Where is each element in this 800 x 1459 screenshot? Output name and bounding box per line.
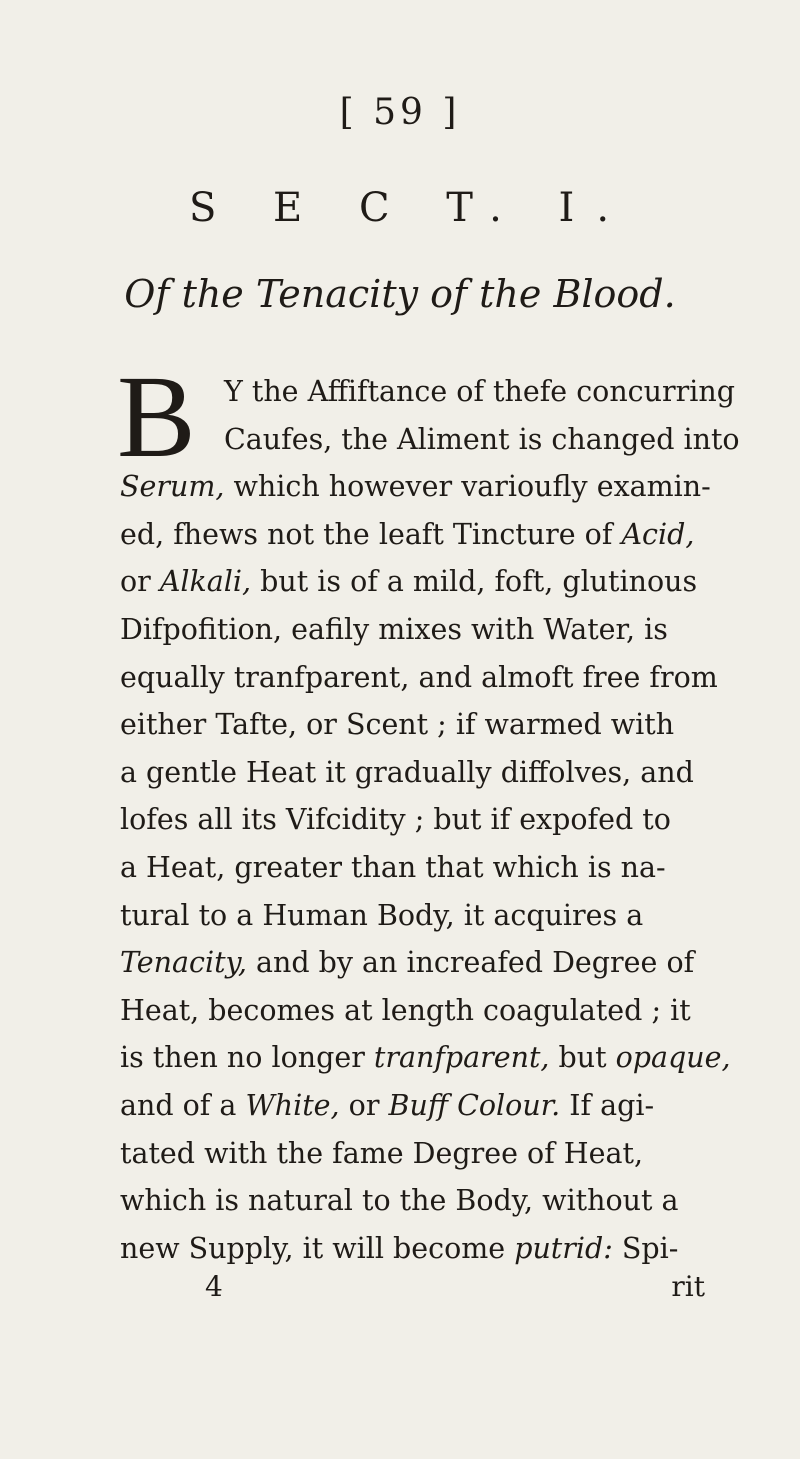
text-line: ed, fhews not the leaft Tincture of Acid,: [120, 517, 695, 551]
text-line: Heat, becomes at length coagulated ; it: [120, 993, 691, 1027]
text-line: and of a White, or Buff Colour. If agi-: [120, 1088, 655, 1122]
catchword: rit: [671, 1270, 705, 1303]
text-line: Tenacity, and by an increafed Degree of: [120, 946, 695, 980]
text-line: is then no longer tranfparent, but opaque,: [120, 1041, 731, 1075]
text-line: tural to a Human Body, it acquires a: [120, 898, 644, 932]
section-heading: S E C T. I.: [188, 185, 632, 231]
text-line: tated with the fame Degree of Heat,: [120, 1136, 644, 1170]
signature-mark: 4: [205, 1270, 223, 1303]
text-line: lofes all its Vifcidity ; but if expofed to: [120, 803, 671, 837]
page-footer: [120, 1270, 705, 1303]
text-line: or Alkali, but is of a mild, foft, glutinous: [120, 565, 698, 599]
drop-cap: B: [117, 351, 196, 482]
text-line: Difpofition, eafily mixes with Water, is: [120, 612, 668, 646]
text-line: a Heat, greater than that which is na-: [120, 850, 666, 884]
text-line: equally tranfparent, and almoft free from: [120, 660, 718, 694]
text-line: which is natural to the Body, without a: [120, 1184, 679, 1218]
text-line: Serum, which however varioufly examin-: [120, 470, 711, 504]
text-line: Caufes, the Aliment is changed into: [224, 422, 740, 456]
section-subtitle: Of the Tenacity of the Blood.: [124, 272, 676, 316]
text-line: Y the Affiftance of thefe concurring: [224, 375, 735, 408]
page-number: [ 59 ]: [339, 92, 461, 133]
text-line: either Tafte, or Scent ; if warmed with: [120, 708, 675, 742]
body-paragraph: [120, 368, 740, 1272]
text-line: new Supply, it will become putrid: Spi-: [120, 1231, 679, 1265]
text-line: a gentle Heat it gradually diffolves, and: [120, 755, 694, 789]
